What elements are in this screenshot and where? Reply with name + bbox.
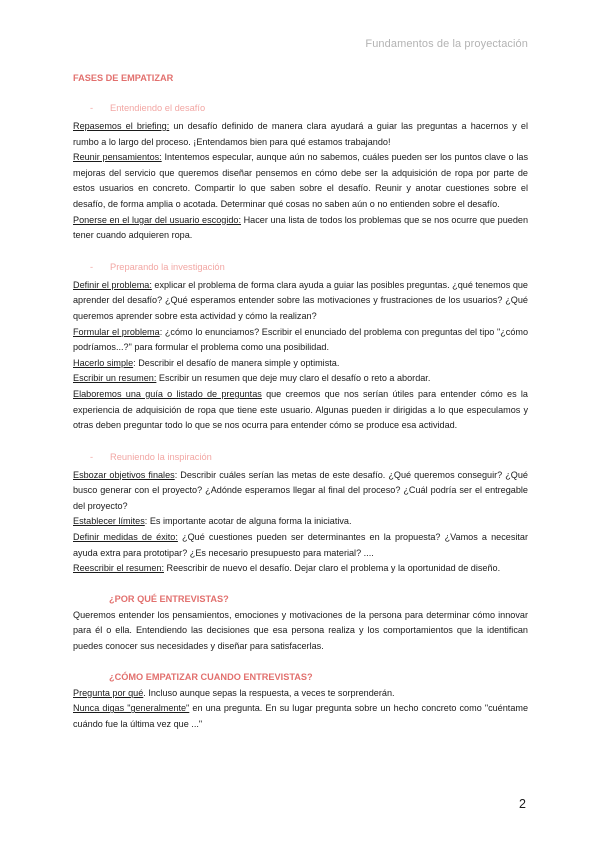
paragraph-briefing (73, 119, 528, 150)
term: Escribir un resumen: (73, 373, 157, 384)
term: Definir el problema: (73, 279, 152, 290)
body-text: que creemos que nos serían útiles para entender cómo es la experiencia de adquisición de ropa que tiene este usuario. Algunas pueden ir dirigidas a lo que especulamos y otras deben preguntar todo lo que se nos ocurra para entender cómo se produce esa actividad. (73, 388, 528, 431)
subsection-heading-challenge (90, 102, 528, 114)
term: Definir medidas de éxito: (73, 532, 178, 543)
paragraph-summary (73, 371, 528, 387)
page-number: 2 (519, 797, 526, 811)
paragraph-success-measures (73, 530, 528, 561)
term: Nunca digas "generalmente" (73, 703, 190, 714)
body-text: Escribir un resumen que deje muy claro el desafío o reto a abordar. (156, 373, 431, 384)
subsection-heading-research (90, 261, 528, 273)
paragraph-rewrite-summary (73, 561, 528, 577)
term: Elaboremos una guía o listado de preguntas (73, 388, 262, 399)
term: Pregunta por qué (73, 687, 144, 698)
subsection-title: Reuniendo la inspiración (110, 451, 212, 462)
subsection-title: Entendiendo el desafío (110, 103, 206, 113)
term: Establecer límites (73, 516, 145, 527)
page-content (73, 72, 528, 732)
paragraph-thoughts (73, 150, 528, 212)
body-text: : Es importante acotar de alguna forma la iniciativa. (144, 516, 352, 527)
term: Reescribir el resumen: (73, 563, 164, 574)
paragraph-user-place (73, 213, 528, 244)
paragraph-question-guide (73, 387, 528, 434)
body-text: Hacer una lista de todos los problemas que se nos ocurre que pueden tener cuando adquieren ropa. (73, 214, 528, 241)
body-text: Intentemos especular, aunque aún no sabemos, cuáles pueden ser los puntos clave o las mejoras del servicio que queremos diseñar pensemos en cómo debe ser la adquisición de ropa por parte de estos usuarios en concreto. Compartir lo que saben sobre el desafío. Reunir y anotar cuestiones sobre el desafío, de forma amplia o acotada. Determinar qué cosas no saben aún o no entienden sobre el desafío. (73, 152, 528, 209)
paragraph-define-problem (73, 278, 528, 325)
body-text: un desafío definido de manera clara ayudará a guiar las preguntas a hacernos y el rumbo a lo largo del proceso. ¡Entendamos bien para qué estamos trabajando! (73, 121, 528, 147)
subsection-heading-inspiration (90, 451, 528, 463)
paragraph-simple (73, 356, 528, 372)
paragraph-formulate-problem (73, 325, 528, 356)
paragraph-ask-why (73, 686, 528, 702)
paragraph-final-goals (73, 468, 528, 515)
heading-why-interviews: ¿POR QUÉ ENTREVISTAS? (109, 593, 229, 604)
paragraph-why-interviews: Queremos entender los pensamientos, emociones y motivaciones de la persona para determinar cómo innovar para él o ella. Entendiendo las decisiones que esa persona realiza y los comportamientos que la identifican puedes conocer sus necesidades y diseñar para satisfacerlas. (73, 609, 528, 652)
body-text: : Describir el desafío de manera simple y optimista. (133, 357, 340, 368)
term: Reunir pensamientos: (73, 152, 162, 163)
dash-bullet: - (90, 261, 94, 272)
body-text: en una pregunta. En su lugar pregunta sobre un hecho concreto como "cuéntame cuándo fue la última vez que ..." (73, 703, 529, 729)
running-header: Fundamentos de la proyectación (365, 38, 528, 50)
body-text: ¿Qué cuestiones pueden ser determinantes en la propuesta? ¿Vamos a necesitar ayuda extra para prototipar? ¿Es necesario presupuesto para material? .... (73, 532, 528, 558)
body-text: explicar el problema de forma clara ayuda a guiar las posibles preguntas. ¿qué tenemos que aprender del desafío? ¿Qué esperamos entender sobre las motivaciones y frustraciones de los usuarios? ¿Qué queremos aprender sobre esta actividad y cómo la realizan? (73, 279, 528, 321)
term: Repasemos el briefing: (73, 121, 170, 131)
body-text: : ¿cómo lo enunciamos? Escribir el enunciado del problema con preguntas del tipo "¿cómo podríamos...?" para formular el problema como una posibilidad. (73, 326, 529, 353)
dash-bullet: - (90, 451, 94, 462)
term: Ponerse en el lugar del usuario escogido: (73, 214, 241, 225)
heading-how-empathize: ¿CÓMO EMPATIZAR CUANDO ENTREVISTAS? (109, 671, 313, 682)
term: Hacerlo simple (73, 357, 134, 368)
term: Formular el problema (73, 326, 160, 337)
dash-bullet: - (90, 103, 94, 113)
paragraph-limits (73, 514, 528, 530)
body-text: Reescribir de nuevo el desafío. Dejar claro el problema y la oportunidad de diseño. (163, 563, 501, 574)
body-text: . Incluso aunque sepas la respuesta, a veces te sorprenderán. (143, 687, 395, 698)
subsection-title: Preparando la investigación (110, 261, 225, 272)
paragraph-never-say-generally (73, 701, 528, 732)
section-title: FASES DE EMPATIZAR (73, 73, 174, 83)
body-text: : Describir cuáles serían las metas de este desafío. ¿Qué queremos conseguir? ¿Qué busco generar con el proyecto? ¿Adónde esperamos llegar al final del proceso? ¿Cuál podría ser el entregable del proyecto? (73, 469, 528, 511)
term: Esbozar objetivos finales (73, 469, 175, 480)
